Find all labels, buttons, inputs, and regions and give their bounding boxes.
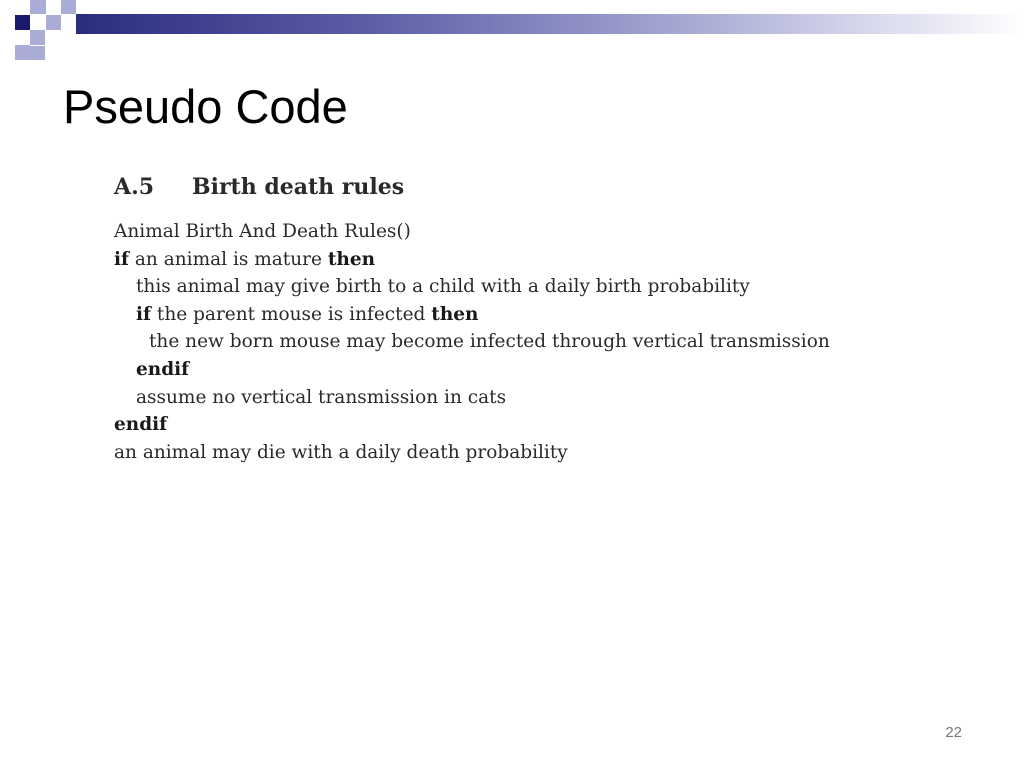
document-excerpt bbox=[114, 170, 914, 466]
pseudocode-text: assume no vertical transmission in cats bbox=[136, 386, 507, 408]
pseudocode-line bbox=[114, 328, 914, 356]
pseudocode-text: the new born mouse may become infected through vertical transmission bbox=[149, 331, 830, 353]
pseudocode-text: an animal may die with a daily death probability bbox=[114, 441, 568, 463]
pseudocode-text: the parent mouse is infected bbox=[156, 303, 426, 325]
pseudocode-line bbox=[114, 301, 914, 329]
header-square bbox=[15, 45, 30, 60]
pseudocode-line bbox=[114, 246, 914, 274]
keyword-endif: endif bbox=[114, 414, 168, 436]
section-title: Birth death rules bbox=[192, 174, 405, 200]
section-heading bbox=[114, 170, 914, 204]
pseudocode-text: an animal is mature bbox=[134, 248, 322, 270]
page-number: 22 bbox=[945, 724, 962, 741]
pseudocode-line bbox=[114, 411, 914, 439]
pseudocode-block bbox=[114, 218, 914, 466]
pseudocode-line bbox=[114, 273, 914, 301]
header-square bbox=[15, 15, 30, 30]
header-square bbox=[46, 15, 61, 30]
section-number: A.5 bbox=[114, 174, 155, 200]
header-square bbox=[61, 0, 76, 14]
keyword-then: then bbox=[327, 248, 376, 270]
header-square bbox=[30, 0, 46, 14]
pseudocode-line bbox=[114, 384, 914, 412]
header-gradient-bar bbox=[76, 14, 1024, 34]
keyword-then: then bbox=[431, 303, 479, 325]
pseudocode-line bbox=[114, 439, 914, 467]
keyword-if: if bbox=[136, 303, 151, 325]
pseudocode-text: this animal may give birth to a child with a daily birth probability bbox=[136, 276, 750, 298]
keyword-endif: endif bbox=[136, 358, 190, 380]
keyword-if: if bbox=[114, 248, 129, 270]
slide-title: Pseudo Code bbox=[63, 80, 348, 133]
header-square bbox=[30, 30, 45, 45]
pseudocode-function-name: Animal Birth And Death Rules() bbox=[114, 221, 411, 242]
header-square bbox=[30, 46, 45, 60]
pseudocode-line bbox=[114, 356, 914, 384]
